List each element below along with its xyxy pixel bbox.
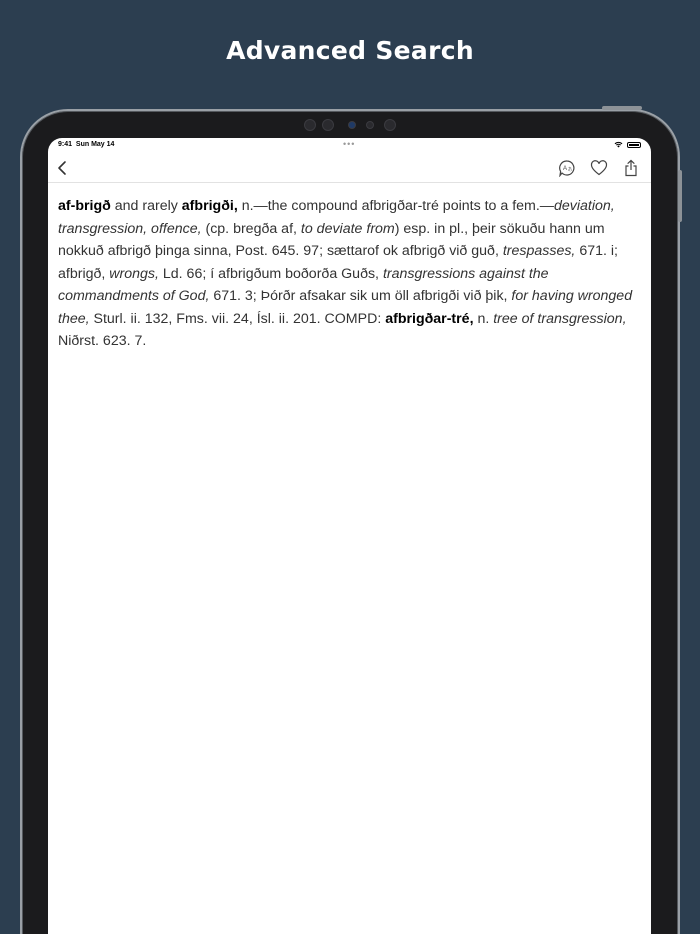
svg-text:あ: あ [567, 167, 573, 173]
camera-lens-icon [348, 121, 356, 129]
status-right [614, 141, 641, 148]
chevron-left-icon[interactable] [54, 159, 72, 177]
translation: transgressions against the commandments of God, [58, 265, 549, 304]
entry-text: n. [473, 310, 494, 327]
nav-actions [557, 159, 641, 177]
compound-headword: afbrigðar-tré, [385, 310, 474, 327]
time-label: 9:41 [58, 141, 73, 148]
entry-text: (cp. bregða af, [201, 220, 301, 237]
entry-text: Ld. 66; í afbrigðum boðorða Guðs, [158, 265, 383, 282]
camera-icon [322, 119, 334, 131]
headline: Advanced Search [226, 36, 474, 65]
svg-text:A: A [563, 166, 568, 172]
sensor-icon [366, 121, 374, 129]
translation: to deviate from [300, 220, 395, 237]
entry-text: 671. 3; Þórðr afsakar sik um öll afbrigði við þik, [209, 288, 512, 304]
nav-bar [48, 154, 651, 183]
dictionary-entry [48, 183, 651, 353]
volume-button [678, 170, 682, 222]
translation: wrongs, [109, 265, 159, 282]
translation: trespasses, [502, 243, 576, 259]
status-bar [48, 138, 651, 154]
entry-text: n.—the compound afbrigðar-tré points to a fem.— [237, 198, 554, 214]
date-label: Sun May 14 [75, 141, 115, 148]
heart-icon[interactable] [589, 159, 609, 177]
wifi-icon [614, 141, 623, 148]
translate-icon[interactable] [557, 159, 577, 177]
top-button [602, 106, 642, 110]
sensor-icon [384, 119, 396, 131]
sensor-icon [304, 119, 316, 131]
entry-text: 671. i; afbrigð, [58, 243, 618, 282]
headword: af-brigð [58, 198, 111, 214]
share-icon[interactable] [621, 159, 641, 177]
entry-text: ) esp. in pl., þeir sökuðu hann um nokkuð afbrigð þinga sinna, Post. 645. 97; sættarof ok afbrigð við guð, [58, 220, 605, 259]
translation: tree of transgression, [493, 310, 627, 327]
entry-text: and rarely [110, 198, 182, 214]
camera-bar [300, 117, 400, 131]
multitasking-dots-icon[interactable]: ••• [343, 139, 356, 149]
translation: for having wronged thee, [58, 288, 633, 327]
variant-form: afbrigði, [181, 198, 238, 214]
status-time [58, 141, 114, 148]
entry-text: Sturl. ii. 132, Fms. vii. 24, Ísl. ii. 201. COMPD: [89, 310, 386, 327]
battery-icon [627, 142, 641, 148]
entry-text: Niðrst. 623. 7. [58, 333, 147, 349]
app-screen [48, 138, 651, 934]
translation: deviation, transgression, offence, [58, 198, 615, 237]
